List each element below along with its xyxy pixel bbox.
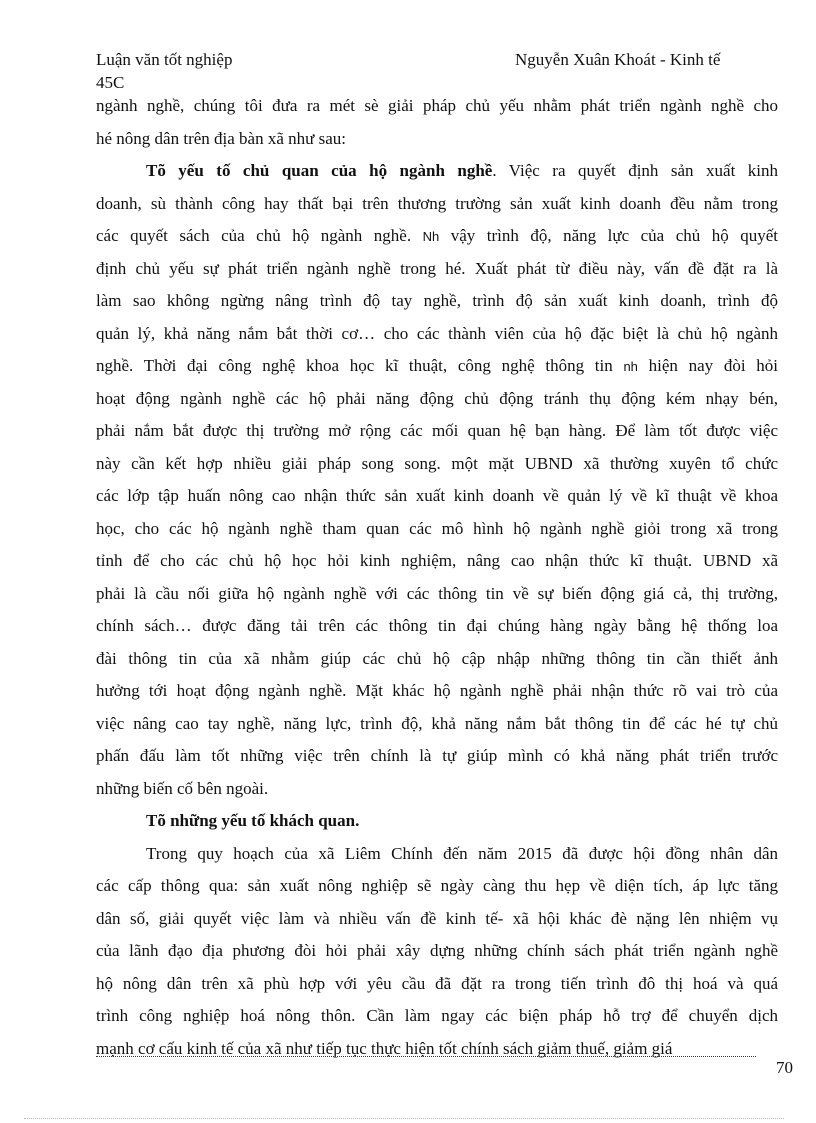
text-line: hé nông dân trên địa bàn xã như sau: <box>96 128 346 148</box>
text-line: doanh, sù thành công hay thất bại trên thương trường sản xuất kinh doanh đều nằm trong <box>96 193 778 213</box>
text-line: của lãnh đạo địa phương đòi hỏi phải xây dựng những chính sách phát triển ngành nghề <box>96 941 778 960</box>
text-span: hiện nay đòi hỏi <box>648 356 779 375</box>
paragraph-heading-line <box>96 155 778 188</box>
header-class: 45C <box>96 73 125 92</box>
inline-heading: Tõ yếu tố chủ quan của hộ ngành nghề <box>146 161 493 180</box>
section-heading <box>96 805 778 838</box>
text-line: chính sách… được đăng tải trên các thông tin đại chúng hàng ngày bằng hệ thống loa <box>96 616 778 635</box>
header-thesis-label: Luận văn tốt nghiệp <box>96 50 233 69</box>
text-line: phấn đấu làm tốt những việc trên chính là tự giúp mình có khả năng phát triển trước <box>96 746 778 765</box>
text-span: . Việc ra quyết định sản xuất kinh <box>492 161 778 180</box>
page-number: 70 <box>776 1058 793 1077</box>
text-span: nh <box>623 359 638 374</box>
text-line: các cấp thông qua: sản xuất nông nghiệp sẽ ngày càng thu hẹp về diện tích, áp lực tăng <box>96 876 778 895</box>
text-line: việc nâng cao tay nghề, năng lực, trình độ, khả năng nắm bắt thông tin để các hé tự chủ <box>96 713 778 733</box>
text-line: làm sao không ngừng nâng trình độ tay nghề, trình độ sản xuất kinh doanh, trình độ <box>96 291 778 310</box>
text-line: mạnh cơ cấu kinh tế của xã như tiếp tục thực hiện tốt chính sách giảm thuế, giảm giá <box>96 1038 673 1058</box>
text-line: này cần kết hợp nhiều giải pháp song song. một mặt UBND xã thường xuyên tổ chức <box>96 453 778 473</box>
text-line: Trong quy hoạch của xã Liêm Chính đến năm 2015 đã được hội đồng nhân dân <box>146 843 778 863</box>
text-line: học, cho các hộ ngành nghề tham quan các mô hình hộ ngành nghề giỏi trong xã trong <box>96 518 778 538</box>
text-span: các quyết sách của chủ hộ ngành nghề. <box>96 226 412 245</box>
text-line: đài thông tin của xã nhằm giúp các chủ hộ cập nhập những thông tin cần thiết ảnh <box>96 648 778 668</box>
text-line: những biến cố bên ngoài. <box>96 778 269 798</box>
text-span: nghề. Thời đại công nghệ khoa học kĩ thuật, công nghệ thông tin <box>96 356 613 375</box>
text-line: hoạt động ngành nghề các hộ phải năng động chủ động tránh thụ động kém nhạy bén, <box>96 388 778 408</box>
text-line: trình công nghiệp hoá nông thôn. Cần làm ngay các biện pháp hỗ trợ để chuyển dịch <box>96 1006 778 1025</box>
body-text <box>96 90 778 1065</box>
text-line: dân số, giải quyết việc làm và nhiều vấn đề kinh tế- xã hội khác đè nặng lên nhiệm vụ <box>96 908 778 928</box>
text-line: tỉnh để cho các chủ hộ học hỏi kinh nghiệm, nâng cao nhận thức kĩ thuật. UBND xã <box>96 551 778 570</box>
text-line: quản lý, khả năng nắm bắt thời cơ… cho các thành viên của hộ đặc biệt là chủ hộ ngành <box>96 323 778 343</box>
text-line: các lớp tập huấn nông cao nhận thức sản xuất kinh doanh về quản lý về kĩ thuật về khoa <box>96 486 778 505</box>
text-line: hưởng tới hoạt động ngành nghề. Mặt khác hộ ngành nghề phải nhận thức rõ vai trò của <box>96 681 778 700</box>
text-line <box>96 220 778 253</box>
text-line: định chủ yếu sự phát triển ngành nghề trong hé. Xuất phát từ điều này, vấn đề đặt ra là <box>96 258 778 278</box>
text-line: phải nắm bắt được thị trường mở rộng các mối quan hệ bạn hàng. Để làm tốt được việc <box>96 421 778 440</box>
header-author: Nguyễn Xuân Khoát - Kinh tế <box>515 50 721 69</box>
text-span: Nh <box>422 229 440 244</box>
text-line: phải là cầu nối giữa hộ ngành nghề với các thông tin về sự biến động giá cả, thị trường, <box>96 583 778 603</box>
text-line: hộ nông dân trên xã phù hợp với yêu cầu đã đặt ra trong tiến trình đô thị hoá và quá <box>96 973 778 993</box>
text-line <box>96 350 778 383</box>
text-span: vậy trình độ, năng lực của chủ hộ quyết <box>450 226 779 245</box>
heading-text: Tõ những yếu tố khách quan. <box>146 811 360 830</box>
page-bottom-divider <box>24 1118 784 1119</box>
text-line: ngành nghề, chúng tôi đưa ra mét sè giải pháp chủ yếu nhằm phát triển ngành nghề cho <box>96 96 778 115</box>
footer-divider <box>96 1056 756 1057</box>
